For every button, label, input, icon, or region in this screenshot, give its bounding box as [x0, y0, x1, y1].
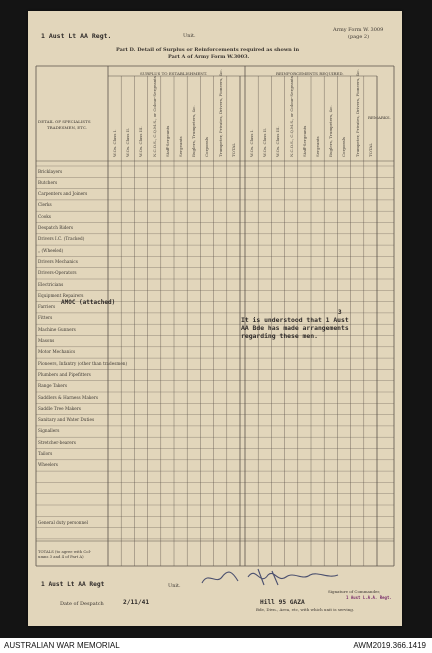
- reinforcements-header: REINFORCEMENTS REQUIRED.: [276, 71, 344, 76]
- reinforcement-column-header: Corporals: [341, 137, 347, 157]
- totals-label-2: umns 3 and 4 of Part A): [38, 554, 84, 559]
- surplus-column-header: Corporals: [204, 137, 210, 157]
- surplus-column-header: Trumpeter, Privates, Drivers, Pioneers, &c.: [217, 69, 223, 157]
- footer-unit-label: Unit.: [168, 583, 181, 589]
- trade-row-label: „ (Wheeled): [38, 247, 64, 253]
- trade-row-label: Farriers: [38, 304, 56, 310]
- archive-caption-bar: [0, 638, 432, 653]
- note-number: 3: [338, 309, 342, 316]
- commander-signature: [198, 563, 378, 591]
- amoc-typed-entry: AMOC (attached): [61, 299, 116, 306]
- trade-row-label: Stretcher-bearers: [38, 439, 76, 445]
- general-duty-label: General duty personnel: [38, 520, 88, 525]
- trade-row-label: Butchers: [38, 179, 58, 185]
- form-title-line2: Part A of Army Form W.3003.: [168, 54, 250, 60]
- despatch-date-label: Date of Despatch: [60, 601, 104, 607]
- totals-label-1: TOTALS (to agree with Col-: [38, 549, 92, 554]
- trade-row-label: Masons: [38, 338, 55, 343]
- remarks-header: REMARKS.: [368, 115, 391, 120]
- trade-row-label: Saddlers & Harness Makers: [38, 394, 98, 400]
- trade-row-label: Tailors: [38, 451, 53, 456]
- archive-caption-right: AWM2019.366.1419: [353, 641, 426, 650]
- surplus-column-header: Buglers, Trumpeters, &c.: [191, 105, 197, 157]
- trade-row-label: Sanitary and Water Duties: [38, 417, 95, 423]
- trade-row-label: Signallers: [38, 428, 60, 434]
- signature-label: Signature of Commander,: [328, 589, 381, 594]
- unit-name-typed: 1 Aust Lt AA Regt.: [41, 32, 112, 40]
- reinforcement-column-header: Sergeants: [315, 136, 320, 157]
- station-typed: Hill 95 GAZA: [260, 599, 305, 606]
- trade-row-label: Cooks: [38, 213, 51, 219]
- trade-row-label: Equipment Repairers: [38, 292, 84, 298]
- reinforcement-column-header: Trumpeter, Privates, Drivers, Pioneers, &c.: [354, 69, 360, 157]
- trade-row-label: Motor Mechanics: [38, 349, 76, 355]
- reinforcement-column-header: W.Os. Class I.: [249, 129, 254, 157]
- despatch-date-value: 2/11/41: [123, 599, 150, 606]
- trade-row-label: Range Takers: [38, 383, 68, 389]
- surplus-column-header: TOTAL: [230, 143, 236, 157]
- trade-row-label: Carpenters and Joiners: [38, 191, 88, 197]
- surplus-column-header: Staff-Sergeants: [164, 125, 170, 157]
- surplus-column-header: W.Os. Class II.: [125, 127, 131, 157]
- trade-row-label: Drivers-Operators: [38, 270, 77, 276]
- reinforcement-column-header: TOTAL: [367, 143, 373, 157]
- reinforcement-column-header: Staff-Sergeants: [301, 125, 307, 157]
- surplus-header: SURPLUS TO ESTABLISHMENT.: [140, 71, 208, 76]
- surplus-column-header: N.C.O.S., C.Q.M.S., or Colour-Sergeants: [151, 76, 157, 157]
- formation-line-label: Bde, Divn., Area, etc, with which unit is serving.: [256, 607, 355, 612]
- detail-header-1: DETAIL OF SPECIALISTS: [38, 119, 91, 124]
- trade-row-label: Pioneers, Infantry (other than tradesmen): [38, 360, 128, 366]
- trade-row-label: Machine Gunners: [38, 326, 76, 332]
- commander-stamp: 1 Aust L.A.A. Regt.: [346, 595, 392, 600]
- reinforcement-column-header: N.C.O.S., C.Q.M.S., or Colour-Sergeants: [288, 76, 294, 157]
- reinforcement-column-header: W.Os. Class III.: [275, 126, 281, 157]
- form-number: Army Form W. 3009: [333, 27, 384, 33]
- army-form-page: [28, 11, 402, 626]
- surplus-column-header: W.Os. Class I.: [112, 129, 117, 157]
- trade-row-label: Electricians: [38, 281, 64, 287]
- trade-row-label: Wheelers: [38, 462, 58, 468]
- trade-row-label: Despatch Riders: [38, 225, 74, 230]
- detail-header-2: TRADESMEN, ETC.: [47, 125, 88, 130]
- surplus-column-header: W.Os. Class III.: [138, 126, 144, 157]
- reinforcement-column-header: W.Os. Class II.: [262, 127, 268, 157]
- reinforcement-column-header: Buglers, Trumpeters, &c.: [328, 105, 334, 157]
- typed-note-line3: regarding these men.: [241, 332, 318, 340]
- typed-note-line1: It is understood that 1 Aust: [241, 316, 349, 324]
- trade-row-label: Clerks: [38, 202, 52, 208]
- footer-unit-typed: 1 Aust Lt AA Regt: [41, 581, 105, 588]
- trade-row-label: Plumbers and Pipefitters: [38, 371, 91, 377]
- trade-row-label: Drivers Mechanics: [38, 258, 78, 264]
- surplus-column-header: Sergeants: [178, 136, 183, 157]
- trade-row-label: Bricklayers: [38, 168, 63, 174]
- archive-caption-left: AUSTRALIAN WAR MEMORIAL: [4, 641, 120, 650]
- trade-row-label: Fitters: [38, 315, 53, 321]
- page-number: (page 2): [348, 34, 370, 40]
- typed-note-line2: AA Bde has made arrangements: [241, 324, 349, 332]
- trade-row-label: Drivers I.C. (Tracked): [38, 236, 85, 242]
- trade-row-label: Saddle Tree Makers: [38, 405, 81, 411]
- form-title-line1: Part D. Detail of Surplus or Reinforcements required as shown in: [116, 47, 300, 53]
- unit-label: Unit.: [183, 33, 196, 39]
